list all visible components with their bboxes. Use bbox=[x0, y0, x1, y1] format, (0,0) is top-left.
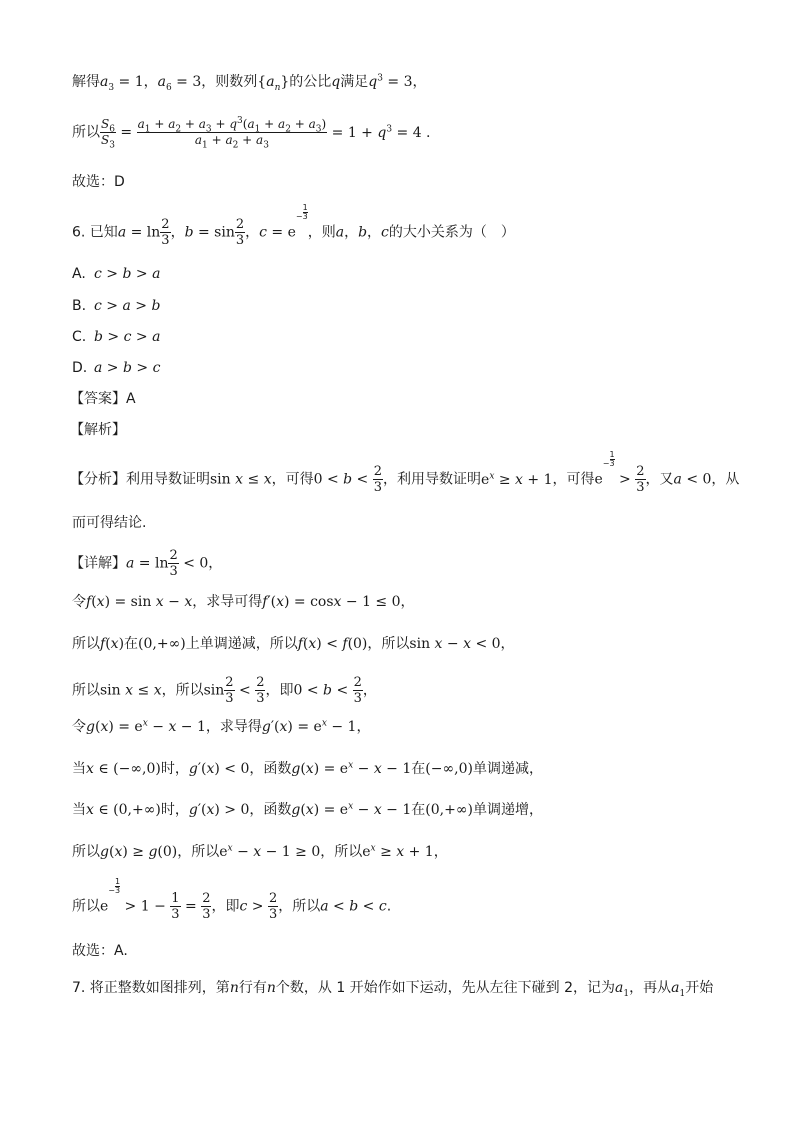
answer-tag: 【答案】 bbox=[70, 391, 126, 407]
fraction-2-3: $\frac{2}{3}$ bbox=[256, 675, 265, 706]
math: 6 bbox=[166, 82, 172, 93]
math: q bbox=[368, 74, 378, 90]
math: < bbox=[234, 682, 256, 699]
math: 1 bbox=[623, 988, 630, 999]
text: ，函数 bbox=[249, 761, 292, 777]
fraction-2-3: $\frac{2}{3}$ bbox=[225, 675, 234, 706]
answer-value: A bbox=[126, 391, 136, 407]
math: sin bbox=[203, 682, 225, 699]
text: 所以 bbox=[72, 124, 100, 141]
text: 【分析】 bbox=[70, 471, 126, 488]
text: ， bbox=[362, 682, 377, 699]
text: ，求导可得 bbox=[192, 594, 263, 610]
fraction-2-3: $\frac{2}{3}$ bbox=[373, 464, 383, 495]
fraction-2-3: $\frac{2}{3}$ bbox=[353, 675, 362, 706]
math: < 0， bbox=[178, 555, 223, 572]
math: = 3 bbox=[382, 74, 413, 90]
solution-line-1 bbox=[72, 72, 427, 92]
math: e bbox=[594, 471, 603, 488]
math: g′(x) > 0 bbox=[188, 802, 250, 818]
text: ， bbox=[367, 224, 382, 241]
fraction-2-3: $\frac{2}{3}$ bbox=[235, 217, 245, 248]
option-label: D. bbox=[72, 360, 88, 376]
math: 0 < b < bbox=[313, 471, 373, 488]
detail-line-2 bbox=[72, 592, 415, 612]
math: a = ln bbox=[126, 555, 169, 572]
text: 的公比 bbox=[289, 74, 332, 90]
math: (0,+∞) bbox=[138, 636, 186, 652]
exponent-minus-one-third: − $\frac{1}{3}$ bbox=[295, 203, 308, 221]
math: 3 bbox=[377, 73, 383, 84]
option-label: C. bbox=[72, 329, 87, 345]
math: g(x) ≥ g(0) bbox=[100, 844, 178, 860]
math: 3 bbox=[108, 82, 115, 93]
option-d bbox=[72, 358, 160, 378]
math: sin x ≤ x bbox=[100, 682, 162, 699]
math: > bbox=[614, 471, 636, 488]
math: { bbox=[257, 74, 267, 90]
text: 【详解】 bbox=[70, 555, 126, 572]
math: g′(x) < 0 bbox=[188, 761, 250, 777]
detail-line-5 bbox=[72, 717, 370, 737]
math: $e^x \ge x + 1$ bbox=[481, 470, 553, 488]
text: ，所以 bbox=[278, 898, 321, 915]
analysis-continuation: 而可得结论. bbox=[72, 515, 147, 531]
text: 所以 bbox=[72, 636, 100, 652]
question-6 bbox=[72, 203, 515, 248]
option-a bbox=[72, 264, 160, 284]
math: = bbox=[115, 124, 137, 141]
text: ，所以 bbox=[161, 682, 204, 699]
text: ，则数列 bbox=[201, 74, 258, 90]
math: n bbox=[266, 980, 276, 996]
text: ， bbox=[344, 224, 359, 241]
math: 0 < b < bbox=[293, 682, 353, 699]
text: 当 bbox=[72, 802, 86, 818]
math: = e bbox=[266, 224, 296, 241]
option-label: B. bbox=[72, 298, 87, 314]
math: $g(x) = e^x - x - 1$ bbox=[291, 801, 412, 818]
text: ，所以 bbox=[177, 844, 220, 860]
text: 开始 bbox=[685, 980, 714, 996]
text: 单调递减， bbox=[472, 761, 543, 777]
text: 满足 bbox=[340, 74, 369, 90]
math: $e^x - x - 1 \ge 0$ bbox=[219, 843, 321, 860]
text: 上单调递减，所以 bbox=[185, 636, 298, 652]
math: $e^x \ge x + 1$ bbox=[362, 843, 434, 860]
option-text: c > a > b bbox=[94, 298, 161, 314]
math: q bbox=[331, 74, 341, 90]
math: sin x ≤ x bbox=[210, 471, 272, 488]
math: n bbox=[229, 980, 239, 996]
math: e bbox=[100, 898, 109, 915]
text: ，即 bbox=[265, 682, 294, 699]
text: 解得 bbox=[72, 74, 100, 90]
text: 时， bbox=[160, 802, 189, 818]
option-text: c > b > a bbox=[94, 266, 161, 282]
fraction-sum: $\frac{a_1 + a_2 + a_3 + q^3(a_1 + a_2 + a_3)}{a_1 + a_2 + a_3}$ bbox=[137, 116, 327, 151]
detail-line-3 bbox=[72, 634, 515, 654]
option-label: A. bbox=[72, 266, 86, 282]
math: a < b < c bbox=[320, 898, 387, 915]
math: a bbox=[615, 980, 624, 996]
text: ， bbox=[356, 719, 371, 735]
math: = $1 + q^3 = 4$ . bbox=[327, 123, 431, 141]
text: 所以 bbox=[72, 898, 100, 915]
option-text: a > b > c bbox=[94, 360, 161, 376]
text: 在 bbox=[411, 761, 426, 777]
detail-line-1 bbox=[70, 549, 222, 578]
analysis-tag: 【解析】 bbox=[70, 422, 126, 438]
detail-line-8 bbox=[72, 842, 448, 862]
text: . bbox=[386, 898, 392, 915]
option-text: b > c > a bbox=[94, 329, 161, 345]
math: b bbox=[358, 224, 368, 241]
math: = ln bbox=[126, 224, 161, 241]
fraction-2-3: $\frac{2}{3}$ bbox=[636, 464, 645, 495]
text: ，利用导数证明 bbox=[383, 471, 482, 488]
detail-line-6 bbox=[72, 759, 543, 779]
math: $g'(x) = e^x - 1$ bbox=[261, 718, 357, 735]
math: f′(x) = cosx − 1 ≤ 0 bbox=[262, 594, 401, 610]
math: a bbox=[335, 224, 345, 241]
text: ，则 bbox=[307, 224, 336, 241]
text: 7. 将正整数如图排列，第 bbox=[72, 980, 230, 996]
math: a bbox=[671, 980, 680, 996]
fraction-2-3: $\frac{2}{3}$ bbox=[268, 891, 278, 922]
text: 个数，从 1 开始作如下运动，先从左往下碰到 2，记为 bbox=[275, 980, 616, 996]
fraction-s6-s3: $\frac{S_6}{S_3}$ bbox=[101, 117, 115, 151]
text: 利用导数证明 bbox=[126, 471, 210, 488]
math: a bbox=[266, 74, 275, 90]
math: c bbox=[381, 224, 389, 241]
detail-line-4 bbox=[72, 676, 377, 705]
text: 的大小关系为（ ） bbox=[388, 224, 515, 241]
fraction-2-3: $\frac{2}{3}$ bbox=[202, 891, 211, 922]
text: ，函数 bbox=[249, 802, 292, 818]
math: = 1 bbox=[114, 74, 144, 90]
text: 所以 bbox=[72, 844, 100, 860]
option-b bbox=[72, 296, 160, 316]
text: ，所以 bbox=[320, 844, 363, 860]
math: 1 bbox=[679, 988, 686, 999]
exponent-minus-one-third: − $\frac{1}{3}$ bbox=[108, 877, 121, 895]
text: ， bbox=[412, 74, 427, 90]
math: b bbox=[184, 224, 194, 241]
text: ，即 bbox=[211, 898, 240, 915]
math: a bbox=[157, 74, 166, 90]
text: ，又 bbox=[645, 471, 674, 488]
math: $g(x) = e^x - x - 1$ bbox=[86, 718, 206, 735]
math: x ∈ (0,+∞) bbox=[86, 802, 161, 818]
math: a bbox=[100, 74, 109, 90]
math: f(x) bbox=[100, 636, 125, 652]
math: c > bbox=[239, 898, 268, 915]
math: n bbox=[274, 82, 281, 93]
text: 单调递增， bbox=[472, 802, 543, 818]
math: ， bbox=[170, 224, 185, 241]
text: ， bbox=[143, 74, 158, 90]
exponent-minus-one-third: − $\frac{1}{3}$ bbox=[602, 450, 615, 468]
answer-line bbox=[70, 389, 136, 409]
question-7 bbox=[72, 978, 713, 998]
math: a bbox=[117, 224, 127, 241]
choice-line: 故选：D bbox=[72, 174, 125, 190]
math: f(x) < f(0) bbox=[297, 636, 368, 652]
text: ， bbox=[400, 594, 415, 610]
math: x ∈ (−∞,0) bbox=[86, 761, 161, 777]
math: = sin bbox=[193, 224, 235, 241]
final-choice: 故选：A. bbox=[72, 943, 128, 959]
text: 行有 bbox=[238, 980, 267, 996]
text: 在 bbox=[411, 802, 426, 818]
fraction-1-3: $\frac{1}{3}$ bbox=[171, 891, 180, 922]
detail-line-7 bbox=[72, 800, 543, 820]
math: (−∞,0) bbox=[425, 761, 473, 777]
math: = bbox=[180, 898, 202, 915]
math: = 3 bbox=[171, 74, 202, 90]
text: 在 bbox=[124, 636, 139, 652]
text: 当 bbox=[72, 761, 86, 777]
text: ，可得 bbox=[552, 471, 595, 488]
solution-line-2 bbox=[72, 116, 431, 151]
text: ，所以 bbox=[367, 636, 410, 652]
fraction-2-3: $\frac{2}{3}$ bbox=[169, 548, 178, 579]
math: > 1 − bbox=[120, 898, 171, 915]
math: $g(x) = e^x - x - 1$ bbox=[291, 760, 412, 777]
analysis-line bbox=[70, 450, 740, 495]
text: ，求导得 bbox=[205, 719, 262, 735]
text: ，再从 bbox=[629, 980, 672, 996]
detail-line-9 bbox=[72, 877, 392, 922]
math: } bbox=[280, 74, 290, 90]
fraction-2-3: $\frac{2}{3}$ bbox=[161, 217, 170, 248]
math: f(x) = sin x − x bbox=[86, 594, 193, 610]
text: ，从 bbox=[711, 471, 740, 488]
math: ， bbox=[245, 224, 260, 241]
math: a < 0 bbox=[673, 471, 712, 488]
text: 令 bbox=[72, 594, 86, 610]
text: ， bbox=[433, 844, 448, 860]
text: 令 bbox=[72, 719, 86, 735]
math: (0,+∞) bbox=[425, 802, 473, 818]
text: ， bbox=[500, 636, 515, 652]
math: sin x − x < 0 bbox=[409, 636, 501, 652]
text: 时， bbox=[160, 761, 189, 777]
text: 6. 已知 bbox=[72, 224, 118, 241]
option-c bbox=[72, 327, 160, 347]
math: c bbox=[259, 224, 267, 241]
text: 所以 bbox=[72, 682, 100, 699]
text: ，可得 bbox=[271, 471, 314, 488]
